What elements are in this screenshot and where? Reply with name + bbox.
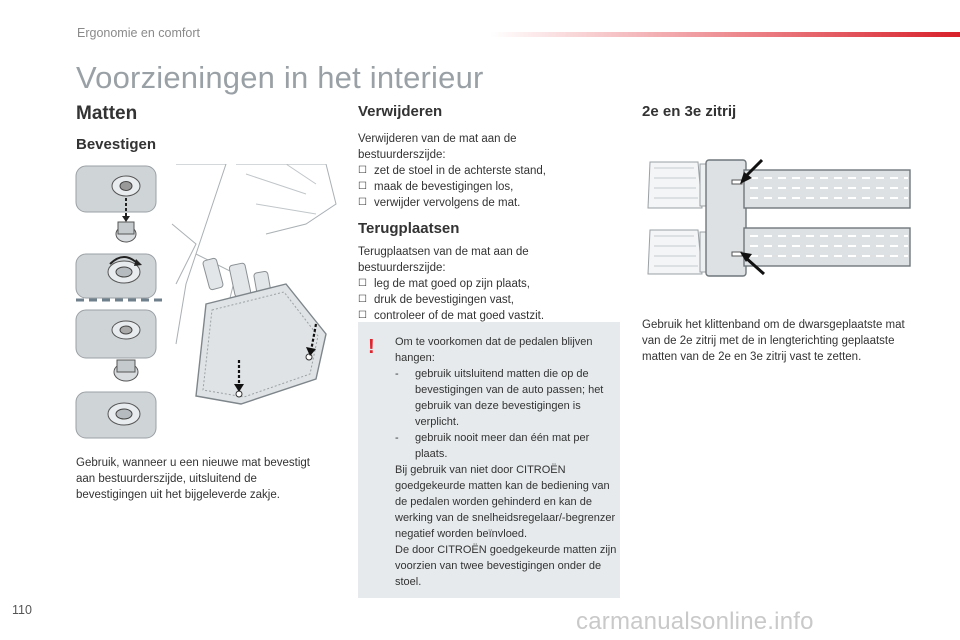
- bevestigen-text: Gebruik, wanneer u een nieuwe mat bevestigt aan bestuurderszijde, uitsluitend de bevestigingen uit het bijgeleverde zakje.: [76, 457, 310, 501]
- checkbox-bullet-icon: ☐: [358, 181, 367, 192]
- list-item: ☐ maak de bevestigingen los,: [358, 181, 514, 193]
- accent-bar: [490, 32, 960, 37]
- bevestigen-heading: Bevestigen: [76, 136, 157, 153]
- matten-heading: Matten: [76, 103, 138, 124]
- fastener-base-image: [76, 310, 156, 381]
- list-item: ☐ controleer of de mat goed vastzit.: [358, 310, 545, 322]
- warning-item: - gebruik nooit meer dan één mat per plaats.: [395, 432, 590, 460]
- verwijderen-steps: [358, 163, 580, 211]
- verwijderen-heading: Verwijderen: [358, 103, 443, 120]
- page-title: Voorzieningen in het interieur: [76, 60, 484, 95]
- terugplaatsen-heading: Terugplaatsen: [358, 220, 460, 237]
- terugplaatsen-block: [358, 244, 580, 324]
- terugplaatsen-intro: Terugplaatsen van de mat aan de bestuurderszijde:: [358, 246, 529, 274]
- page-number: 110: [12, 603, 32, 617]
- checkbox-bullet-icon: ☐: [358, 278, 367, 289]
- fastener-locked-image: [76, 392, 156, 438]
- warning-intro: Om te voorkomen dat de pedalen blijven hangen:: [395, 336, 593, 364]
- zitrij-text: Gebruik het klittenband om de dwarsgeplaatste mat van de 2e zitrij met de in lengterichting geplaatste matten van de 2e en 3e zitrij vast te zetten.: [642, 319, 905, 363]
- list-item: ☐ verwijder vervolgens de mat.: [358, 197, 521, 209]
- section-label: Ergonomie en comfort: [77, 26, 200, 40]
- fastener-steps-illustration: [74, 164, 166, 444]
- fastener-clip-top-image: [76, 166, 156, 242]
- list-item: ☐ druk de bevestigingen vast,: [358, 294, 515, 306]
- fastener-rotate-image: [76, 254, 156, 298]
- checkbox-bullet-icon: ☐: [358, 294, 367, 305]
- checkbox-bullet-icon: ☐: [358, 165, 367, 176]
- exclamation-icon: !: [368, 336, 375, 358]
- zitrij-heading: 2e en 3e zitrij: [642, 103, 737, 120]
- warning-item: - gebruik uitsluitend matten die op de bevestigingen van de auto passen; het gebruik van deze bevestigingen is verplicht.: [395, 368, 604, 428]
- warning-note-text: [395, 334, 617, 590]
- rear-seats-mat-illustration: [640, 150, 912, 280]
- checkbox-bullet-icon: ☐: [358, 197, 367, 208]
- footwell-mat-illustration: [166, 164, 338, 442]
- checkbox-bullet-icon: ☐: [358, 310, 367, 321]
- warning-paragraph: De door CITROËN goedgekeurde matten zijn voorzien van twee bevestigingen onder de stoel.: [395, 544, 617, 588]
- list-item: ☐ zet de stoel in de achterste stand,: [358, 165, 546, 177]
- verwijderen-block: [358, 131, 580, 211]
- warning-paragraph: Bij gebruik van niet door CITROËN goedgekeurde matten kan de bediening van de pedalen worden gehinderd en kan de werking van de snelheidsregelaar/-begrenzer negatief worden beïnvloed.: [395, 464, 616, 540]
- list-item: ☐ leg de mat goed op zijn plaats,: [358, 278, 530, 290]
- watermark: carmanualsonline.info: [576, 608, 814, 635]
- verwijderen-intro: Verwijderen van de mat aan de bestuurderszijde:: [358, 133, 517, 161]
- terugplaatsen-steps: [358, 276, 580, 324]
